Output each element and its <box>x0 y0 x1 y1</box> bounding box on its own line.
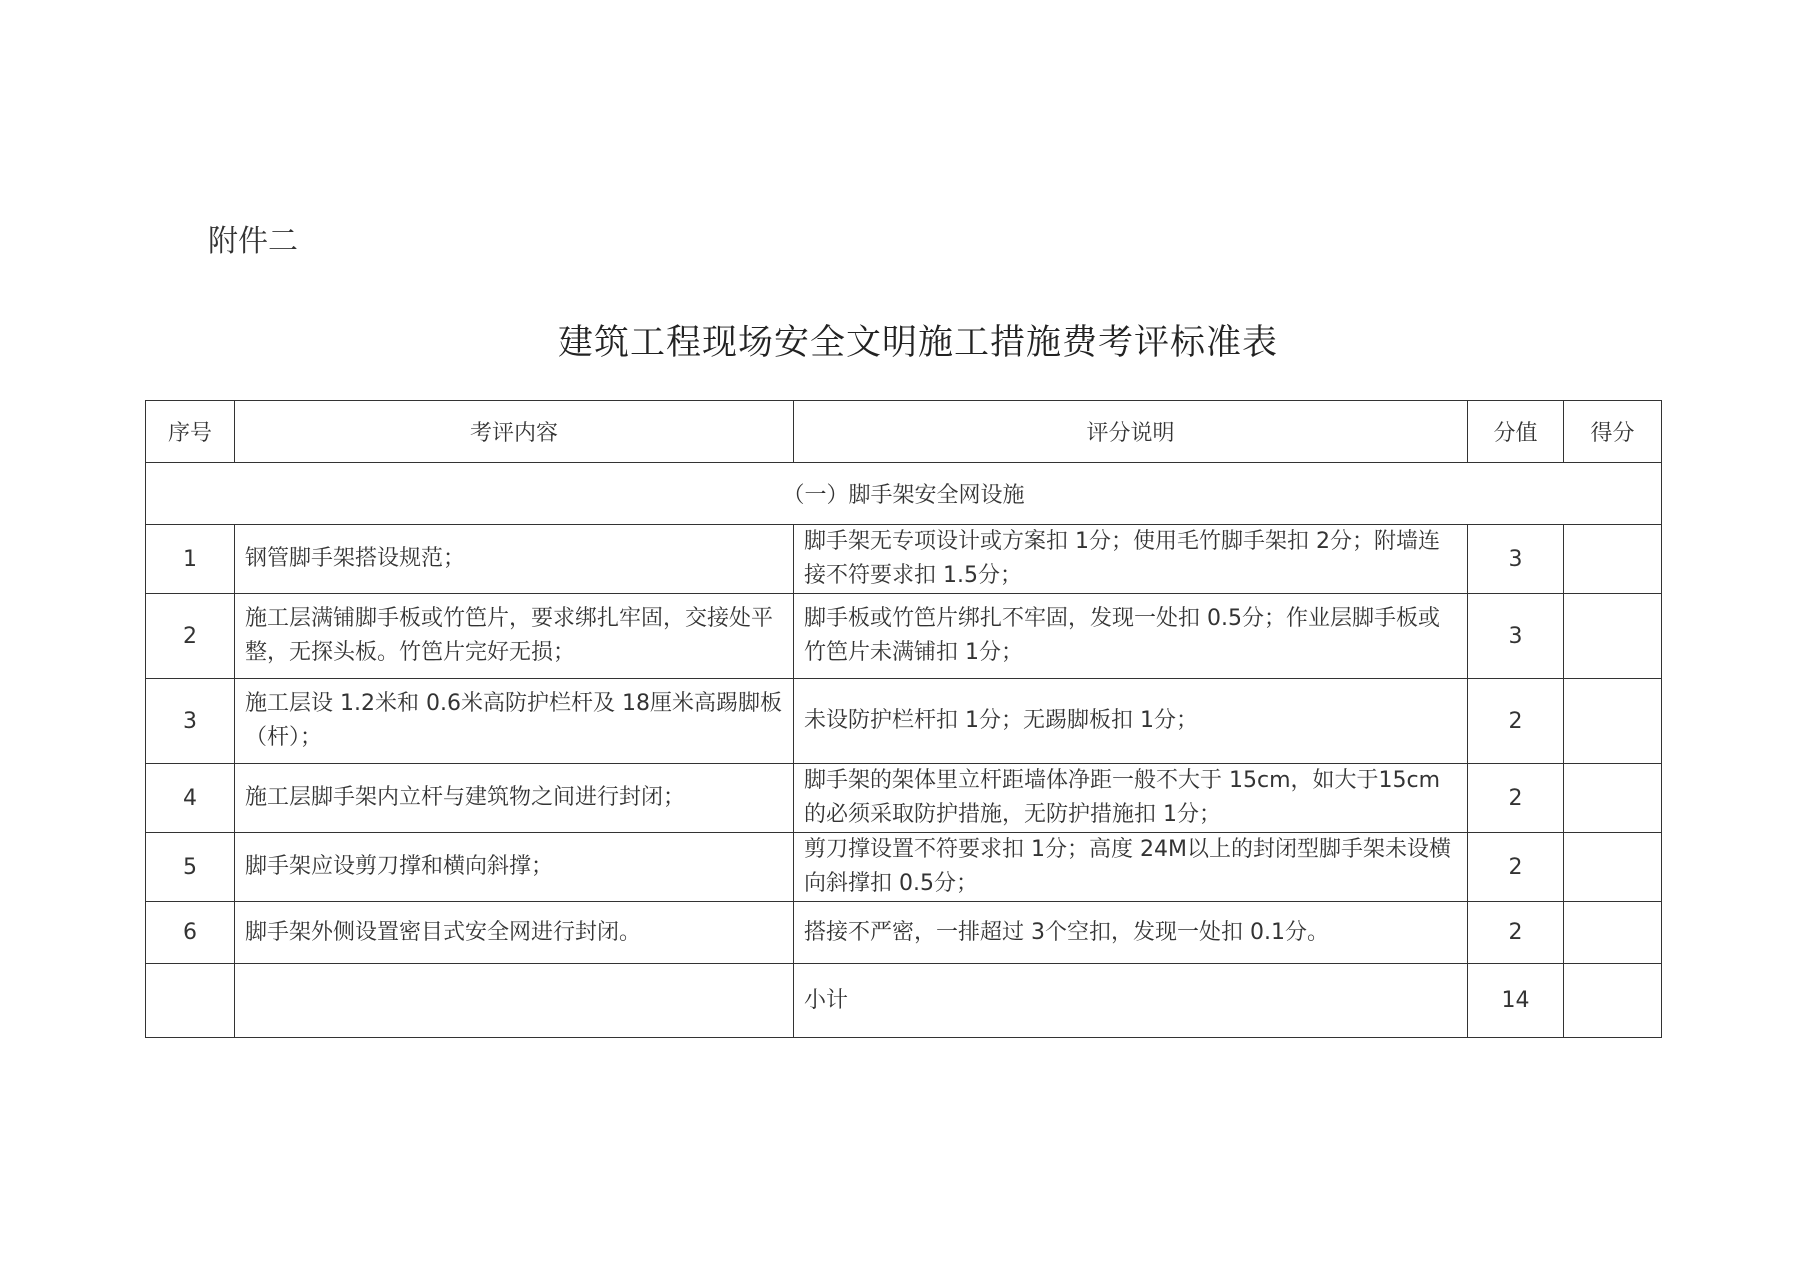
row-seq: 6 <box>146 902 235 964</box>
row-description: 脚手架的架体里立杆距墙体净距一般不大于 15cm，如大于15cm的必须采取防护措施，无防护措施扣 1分； <box>794 764 1468 833</box>
row-description: 剪刀撑设置不符要求扣 1分；高度 24M以上的封闭型脚手架未设横向斜撑扣 0.5分； <box>794 833 1468 902</box>
row-obtained[interactable] <box>1564 902 1662 964</box>
row-content: 施工层满铺脚手板或竹笆片，要求绑扎牢固，交接处平整，无探头板。竹笆片完好无损； <box>235 594 794 679</box>
header-content: 考评内容 <box>235 401 794 463</box>
row-obtained[interactable] <box>1564 764 1662 833</box>
subtotal-score: 14 <box>1468 964 1564 1038</box>
table-header-row <box>146 401 1662 463</box>
row-description: 脚手架无专项设计或方案扣 1分；使用毛竹脚手架扣 2分；附墙连接不符要求扣 1.5分； <box>794 525 1468 594</box>
header-score: 分值 <box>1468 401 1564 463</box>
attachment-label: 附件二 <box>208 224 298 259</box>
row-obtained[interactable] <box>1564 833 1662 902</box>
subtotal-content <box>235 964 794 1038</box>
header-obtained: 得分 <box>1564 401 1662 463</box>
subtotal-obtained[interactable] <box>1564 964 1662 1038</box>
row-score: 3 <box>1468 594 1564 679</box>
row-obtained[interactable] <box>1564 525 1662 594</box>
section-row <box>146 463 1662 525</box>
section-title: （一）脚手架安全网设施 <box>146 463 1662 525</box>
document-title: 建筑工程现场安全文明施工措施费考评标准表 <box>557 323 1278 363</box>
row-score: 2 <box>1468 902 1564 964</box>
row-seq: 1 <box>146 525 235 594</box>
row-score: 2 <box>1468 679 1564 764</box>
row-obtained[interactable] <box>1564 594 1662 679</box>
row-content: 脚手架外侧设置密目式安全网进行封闭。 <box>235 902 794 964</box>
subtotal-row <box>146 964 1662 1038</box>
row-description: 脚手板或竹笆片绑扎不牢固，发现一处扣 0.5分；作业层脚手板或竹笆片未满铺扣 1分； <box>794 594 1468 679</box>
table-row <box>146 679 1662 764</box>
header-seq: 序号 <box>146 401 235 463</box>
evaluation-table <box>145 400 1662 1038</box>
row-obtained[interactable] <box>1564 679 1662 764</box>
row-content: 施工层设 1.2米和 0.6米高防护栏杆及 18厘米高踢脚板（杆）； <box>235 679 794 764</box>
subtotal-seq <box>146 964 235 1038</box>
row-description: 搭接不严密，一排超过 3个空扣，发现一处扣 0.1分。 <box>794 902 1468 964</box>
row-description: 未设防护栏杆扣 1分；无踢脚板扣 1分； <box>794 679 1468 764</box>
table-row <box>146 833 1662 902</box>
row-seq: 3 <box>146 679 235 764</box>
header-description: 评分说明 <box>794 401 1468 463</box>
row-seq: 4 <box>146 764 235 833</box>
table-row <box>146 764 1662 833</box>
table-row <box>146 902 1662 964</box>
table-row <box>146 525 1662 594</box>
row-score: 2 <box>1468 764 1564 833</box>
row-content: 施工层脚手架内立杆与建筑物之间进行封闭； <box>235 764 794 833</box>
row-score: 2 <box>1468 833 1564 902</box>
row-score: 3 <box>1468 525 1564 594</box>
row-content: 钢管脚手架搭设规范； <box>235 525 794 594</box>
row-seq: 2 <box>146 594 235 679</box>
row-seq: 5 <box>146 833 235 902</box>
row-content: 脚手架应设剪刀撑和横向斜撑； <box>235 833 794 902</box>
table-row <box>146 594 1662 679</box>
subtotal-label: 小计 <box>794 964 1468 1038</box>
